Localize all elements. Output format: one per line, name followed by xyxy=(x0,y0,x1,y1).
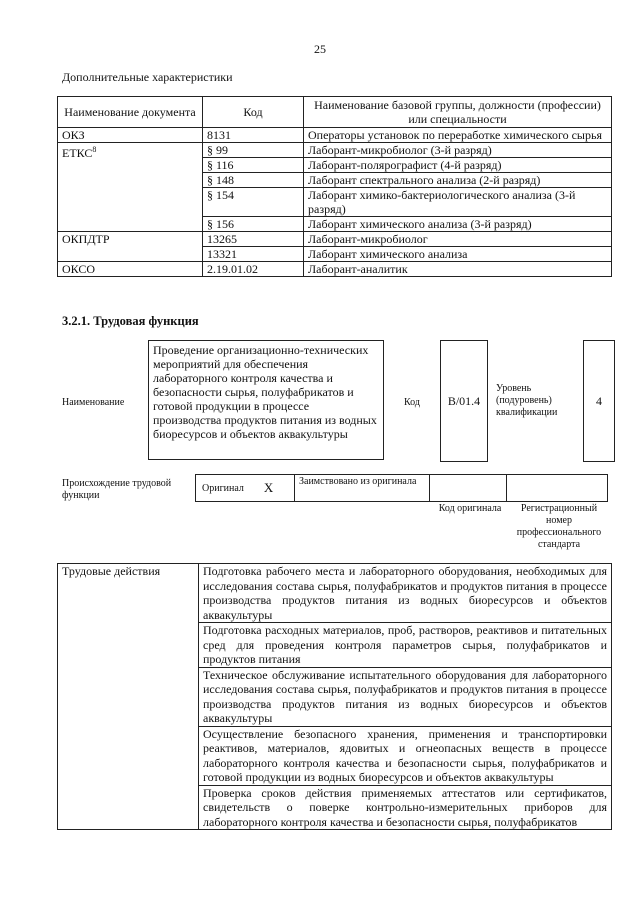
table-row xyxy=(58,128,612,143)
cell-doc: ОКСО xyxy=(58,262,203,277)
cell-name: Лаборант-полярографист (4-й разряд) xyxy=(304,158,612,173)
cell-code: § 116 xyxy=(203,158,304,173)
cell-name: Лаборант химического анализа (3-й разряд) xyxy=(304,217,612,232)
actions-table xyxy=(57,563,612,830)
action-item: Техническое обслуживание испытательного оборудования для лабораторного исследования состава сырья, полуфабрикатов и продуктов питания в процессе производства продуктов питания из водных биоресурсов и объектов аквакультуры xyxy=(199,667,612,726)
code-label: Код xyxy=(404,397,420,408)
original-cell xyxy=(195,474,295,502)
action-item: Проверка сроков действия применяемых аттестатов или сертификатов, свидетельств о поверке контрольно-измерительных приборов для лабораторного контроля качества и безопасности сырья, полуфабрикатов xyxy=(199,785,612,830)
original-label: Оригинал xyxy=(202,482,244,494)
function-title: 3.2.1. Трудовая функция xyxy=(62,314,199,328)
cell-name: Лаборант-аналитик xyxy=(304,262,612,277)
cell-code: § 99 xyxy=(203,143,304,158)
characteristics-table xyxy=(57,96,612,277)
reg-number-label: Регистрационный номер профессионального стандарта xyxy=(516,503,602,550)
action-item: Подготовка рабочего места и лабораторного оборудования, необходимых для исследования состава сырья, полуфабрикатов и продуктов питания в процессе производства продуктов питания из водных биоресурсов и объектов аквакультуры xyxy=(199,564,612,623)
function-name-box: Проведение организационно-технических мероприятий для обеспечения лабораторного контроля качества и безопасности сырья, полуфабрикатов и готовой продукции в процессе производства продуктов питания из водных биоресурсов и объектов аквакультуры xyxy=(148,340,384,460)
actions-label: Трудовые действия xyxy=(58,564,199,830)
header-name: Наименование базовой группы, должности (профессии) или специальности xyxy=(304,97,612,128)
original-mark: X xyxy=(263,480,274,495)
page-number: 25 xyxy=(314,42,326,56)
section-title: Дополнительные характеристики xyxy=(62,70,233,84)
reg-number-cell xyxy=(506,474,608,502)
table-row xyxy=(58,262,612,277)
table-row xyxy=(58,232,612,247)
borrowed-cell: Заимствовано из оригинала xyxy=(294,474,430,502)
cell-doc: ОКПДТР xyxy=(58,232,203,262)
cell-name: Операторы установок по переработке химического сырья xyxy=(304,128,612,143)
header-doc: Наименование документа xyxy=(58,97,203,128)
table-row xyxy=(58,564,612,623)
cell-code: 13321 xyxy=(203,247,304,262)
code-orig-cell xyxy=(429,474,507,502)
cell-code: § 154 xyxy=(203,188,304,217)
table-row xyxy=(58,143,612,158)
level-box: 4 xyxy=(583,340,615,462)
cell-code: 8131 xyxy=(203,128,304,143)
header-code: Код xyxy=(203,97,304,128)
code-orig-label: Код оригинала xyxy=(438,503,502,514)
action-item: Подготовка расходных материалов, проб, растворов, реактивов и питательных сред для проведения контроля параметров сырья, полуфабрикатов и продуктов питания xyxy=(199,623,612,668)
cell-doc xyxy=(58,143,203,232)
footnote-mark: 8 xyxy=(92,145,97,154)
cell-name: Лаборант спектрального анализа (2-й разряд) xyxy=(304,173,612,188)
cell-name: Лаборант химико-бактериологического анализа (3-й разряд) xyxy=(304,188,612,217)
action-item: Осуществление безопасного хранения, применения и транспортировки реактивов, материалов, ядовитых и огнеопасных веществ в процессе лабораторного контроля качества и безопасности сырья, полуфабрикатов и готовой продукции из водных биоресурсов и объектов аквакультуры xyxy=(199,726,612,785)
cell-name: Лаборант-микробиолог (3-й разряд) xyxy=(304,143,612,158)
origin-row xyxy=(196,474,608,502)
cell-code: § 148 xyxy=(203,173,304,188)
cell-name: Лаборант-микробиолог xyxy=(304,232,612,247)
cell-doc: ОКЗ xyxy=(58,128,203,143)
function-code-box: B/01.4 xyxy=(440,340,488,462)
cell-name: Лаборант химического анализа xyxy=(304,247,612,262)
cell-code: 2.19.01.02 xyxy=(203,262,304,277)
doc-etks: ЕТКС xyxy=(62,146,93,160)
level-label: Уровень (подуровень) квалификации xyxy=(496,383,558,418)
origin-label: Происхождение трудовой функции xyxy=(62,478,172,501)
name-label: Наименование xyxy=(62,397,125,408)
table-header-row xyxy=(58,97,612,128)
cell-code: 13265 xyxy=(203,232,304,247)
cell-code: § 156 xyxy=(203,217,304,232)
